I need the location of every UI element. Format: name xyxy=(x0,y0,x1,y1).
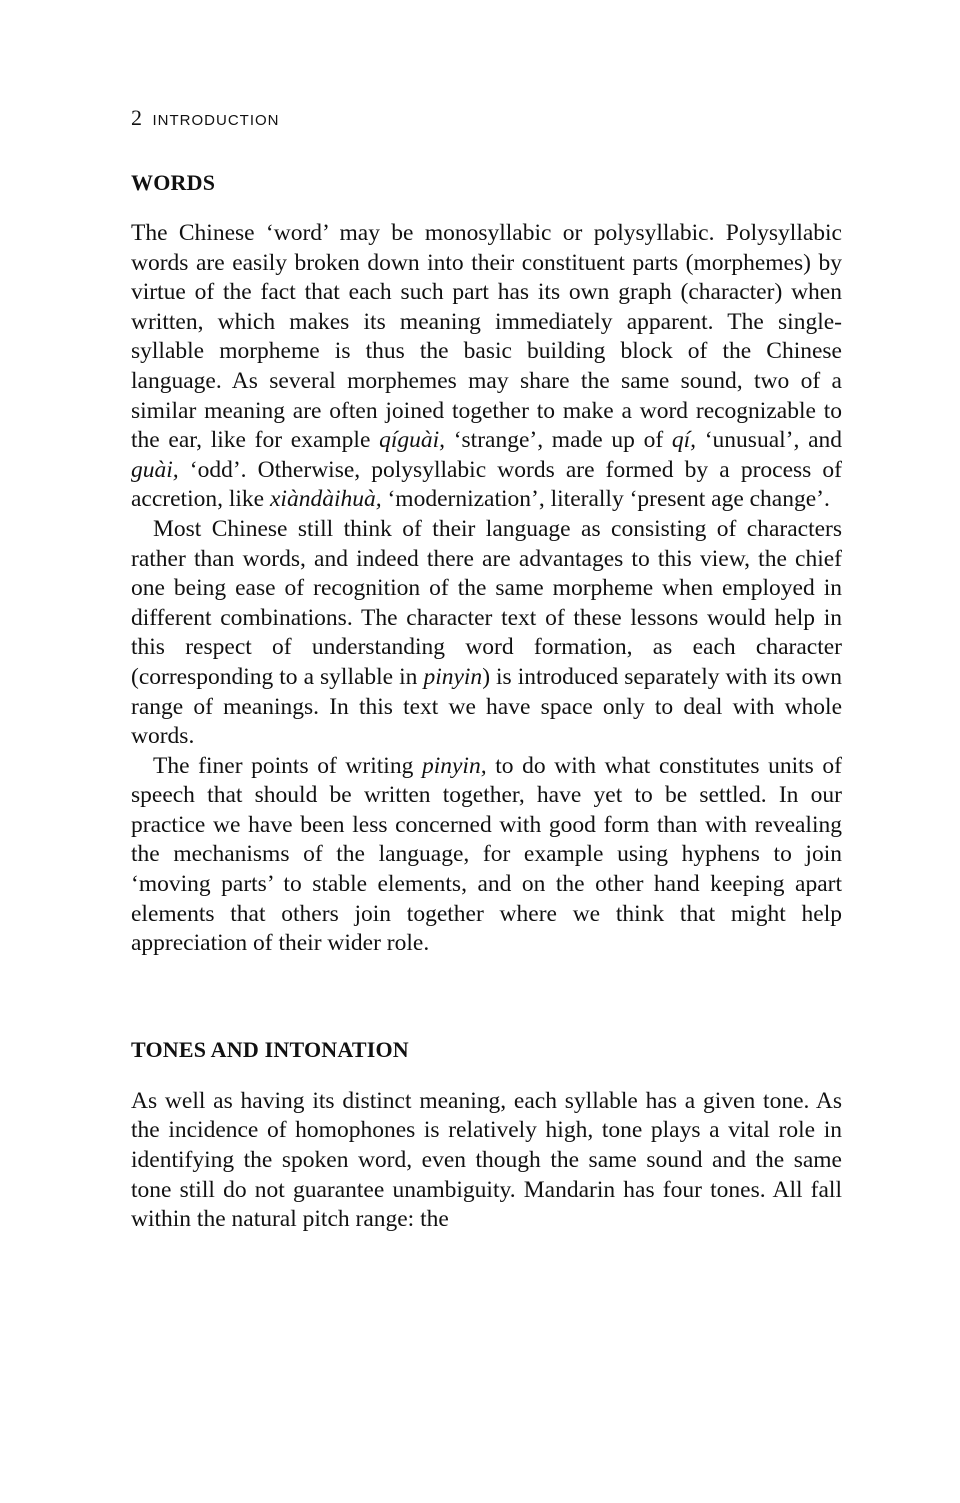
page-number: 2 xyxy=(131,105,143,130)
text-run: The finer points of writing xyxy=(153,752,422,779)
tones-paragraph-1: As well as having its distinct meaning, each syllable has a given tone. As the incidence of homophones is relatively high, tone plays a vital role in identifying the spoken word, even though the same sound and the same tone still do not guarantee unambiguity. Mandarin has four tones. All fall within the natural pitch range: the xyxy=(131,1087,842,1233)
book-page xyxy=(131,104,842,1235)
text-run: ‘strange’, made up of xyxy=(445,427,672,454)
text-run: ‘modernization’, literally ‘present age change’. xyxy=(381,486,830,513)
pinyin-term: qí, xyxy=(671,427,697,454)
words-paragraph-1 xyxy=(131,219,842,515)
pinyin-term: pinyin xyxy=(423,663,483,690)
words-paragraph-2 xyxy=(131,515,842,752)
pinyin-term: guài, xyxy=(131,456,179,483)
section-heading-tones: TONES AND INTONATION xyxy=(131,1036,409,1062)
text-run: ) is introduced separately with its own range of meanings. In this text we have space only to deal with whole words. xyxy=(131,663,842,750)
text-run: Most Chinese still think of their language as consisting of characters rather than words, and indeed there are advantages to this view, the chief one being ease of recognition of the same morpheme when employed in different combinations. The character text of these lessons would help in this respect of understanding word formation, as each character (corresponding to a syllable in xyxy=(131,515,842,690)
section-heading-words: WORDS xyxy=(131,170,216,195)
words-paragraph-3 xyxy=(131,752,842,959)
running-head xyxy=(131,104,842,135)
pinyin-term: xiàndàihuà, xyxy=(269,486,382,513)
text-run: to do with what constitutes units of speech that should be written together, have yet to be settled. In our practice we have been less concerned with good form than with revealing the mechanisms of the language, for example using hyphens to join ‘moving parts’ to stable elements, and on the other hand keeping apart elements that others join together where we think that might help appreciation of their wider role. xyxy=(131,752,842,957)
text-run: ‘unusual’, and xyxy=(696,427,842,454)
pinyin-term: qíguài, xyxy=(379,427,446,454)
running-head-section: INTRODUCTION xyxy=(152,112,280,129)
text-run: The Chinese ‘word’ may be monosyllabic or polysyllabic. Polysyllabic words are easily broken down into their constituent parts (morphemes) by virtue of the fact that each such part has its own graph (character) when written, which makes its meaning immediately apparent. The single-syllable morpheme is thus the basic building block of the Chinese language. As several morphemes may share the same sound, two of a similar meaning are often joined together to make a word recognizable to the ear, like for example xyxy=(131,220,842,454)
pinyin-term: pinyin, xyxy=(421,752,487,779)
text-run: ‘odd’. Otherwise, polysyllabic words are formed by a process of accretion, like xyxy=(131,456,842,513)
